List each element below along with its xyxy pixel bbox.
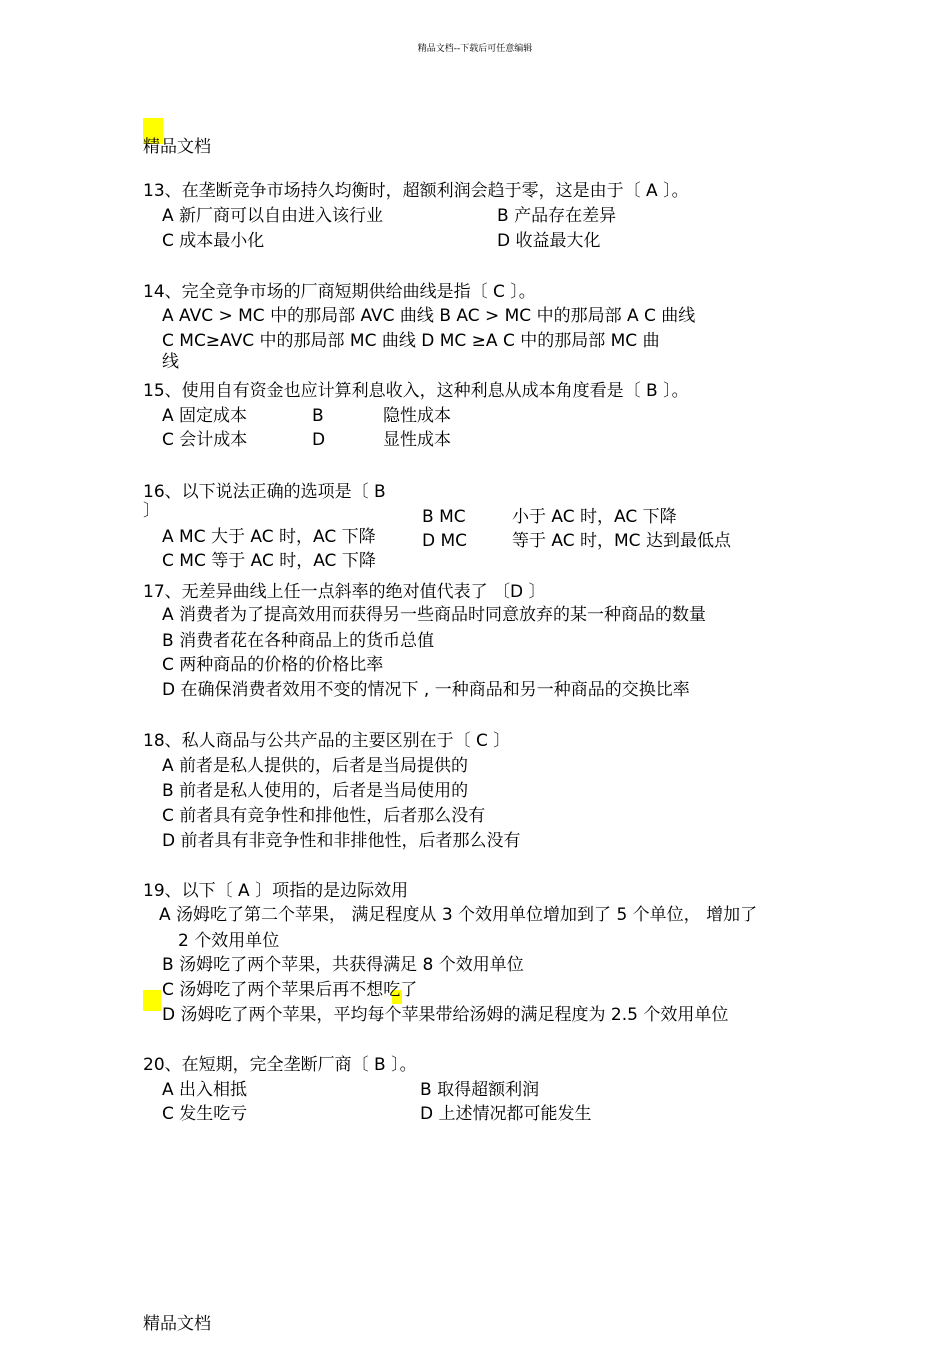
option-b-text: 隐性成本 <box>383 406 451 426</box>
option-a: A 前者是私人提供的，后者是当局提供的 <box>162 756 469 776</box>
question-stem: 13、在垄断竞争市场持久均衡时，超额利润会趋于零，这是由于〔 A 〕。 <box>143 181 689 201</box>
option-a: A 汤姆吃了第二个苹果， 满足程度从 3 个效用单位增加到了 5 个单位， 增加了 <box>159 905 758 925</box>
question-stem: 19、以下〔 A 〕项指的是边际效用 <box>143 881 409 901</box>
question-stem: 15、使用自有资金也应计算利息收入，这种利息从成本角度看是〔 B 〕。 <box>143 381 689 401</box>
options-line-3: 线 <box>162 352 179 372</box>
option-a: A 出入相抵 <box>162 1080 248 1100</box>
option-c: C 会计成本 <box>162 430 248 450</box>
option-d: D 上述情况都可能发生 <box>420 1104 592 1124</box>
option-b-letter: B <box>312 406 324 426</box>
page-header-note: 精品文档--下载后可任意编辑 <box>417 44 533 54</box>
question-stem: 16、以下说法正确的选项是〔 B <box>143 482 386 502</box>
option-c: C MC 等于 AC 时，AC 下降 <box>162 551 376 571</box>
option-c: C 成本最小化 <box>162 231 265 251</box>
highlight-mark <box>143 990 161 1011</box>
question-stem: 20、在短期，完全垄断厂商〔 B 〕。 <box>143 1055 417 1075</box>
option-b: B 产品存在差异 <box>497 206 617 226</box>
option-d: D 收益最大化 <box>497 231 601 251</box>
option-a: A 消费者为了提高效用而获得另一些商品时同意放弃的某一种商品的数量 <box>162 605 707 625</box>
option-d: D 前者具有非竞争性和非排他性，后者那么没有 <box>162 831 521 851</box>
doc-label-top: 精品文档 <box>143 137 211 157</box>
question-stem: 17、无差异曲线上任一点斜率的绝对值代表了 〔D 〕 <box>143 582 546 602</box>
option-a: A 新厂商可以自由进入该行业 <box>162 206 384 226</box>
option-c: C 发生吃亏 <box>162 1104 248 1124</box>
doc-label-bottom: 精品文档 <box>143 1314 211 1334</box>
question-stem-end: 〕 <box>143 501 160 521</box>
option-d-letter: D <box>312 430 326 450</box>
option-b: B 前者是私人使用的，后者是当局使用的 <box>162 781 469 801</box>
option-a-continued: 2 个效用单位 <box>178 931 280 951</box>
options-line-2: C MC≥AVC 中的那局部 MC 曲线 D MC ≥A C 中的那局部 MC 曲 <box>162 331 660 351</box>
option-b-text: 小于 AC 时，AC 下降 <box>512 507 677 527</box>
option-b: B 汤姆吃了两个苹果，共获得满足 8 个效用单位 <box>162 955 524 975</box>
option-d-text: 显性成本 <box>383 430 451 450</box>
option-a: A 固定成本 <box>162 406 248 426</box>
option-d: D 汤姆吃了两个苹果，平均每个苹果带给汤姆的满足程度为 2.5 个效用单位 <box>162 1005 729 1025</box>
option-a: A MC 大于 AC 时，AC 下降 <box>162 527 376 547</box>
options-line-1: A AVC > MC 中的那局部 AVC 曲线 B AC > MC 中的那局部 A C 曲线 <box>162 306 696 326</box>
option-d-text: 等于 AC 时，MC 达到最低点 <box>512 531 731 551</box>
option-b: B 取得超额利润 <box>420 1080 540 1100</box>
option-c: C 前者具有竞争性和排他性，后者那么没有 <box>162 806 486 826</box>
option-d-letter: D MC <box>422 531 468 551</box>
question-stem: 14、完全竞争市场的厂商短期供给曲线是指〔 C 〕。 <box>143 282 536 302</box>
option-b-letter: B MC <box>422 507 466 527</box>
option-b: B 消费者花在各种商品上的货币总值 <box>162 631 435 651</box>
question-stem: 18、私人商品与公共产品的主要区别在于〔 C 〕 <box>143 731 511 751</box>
option-c: C 两种商品的价格的价格比率 <box>162 655 384 675</box>
option-d: D 在确保消费者效用不变的情况下 , 一种商品和另一种商品的交换比率 <box>162 680 690 700</box>
option-c: C 汤姆吃了两个苹果后再不想吃了 <box>162 980 418 1000</box>
